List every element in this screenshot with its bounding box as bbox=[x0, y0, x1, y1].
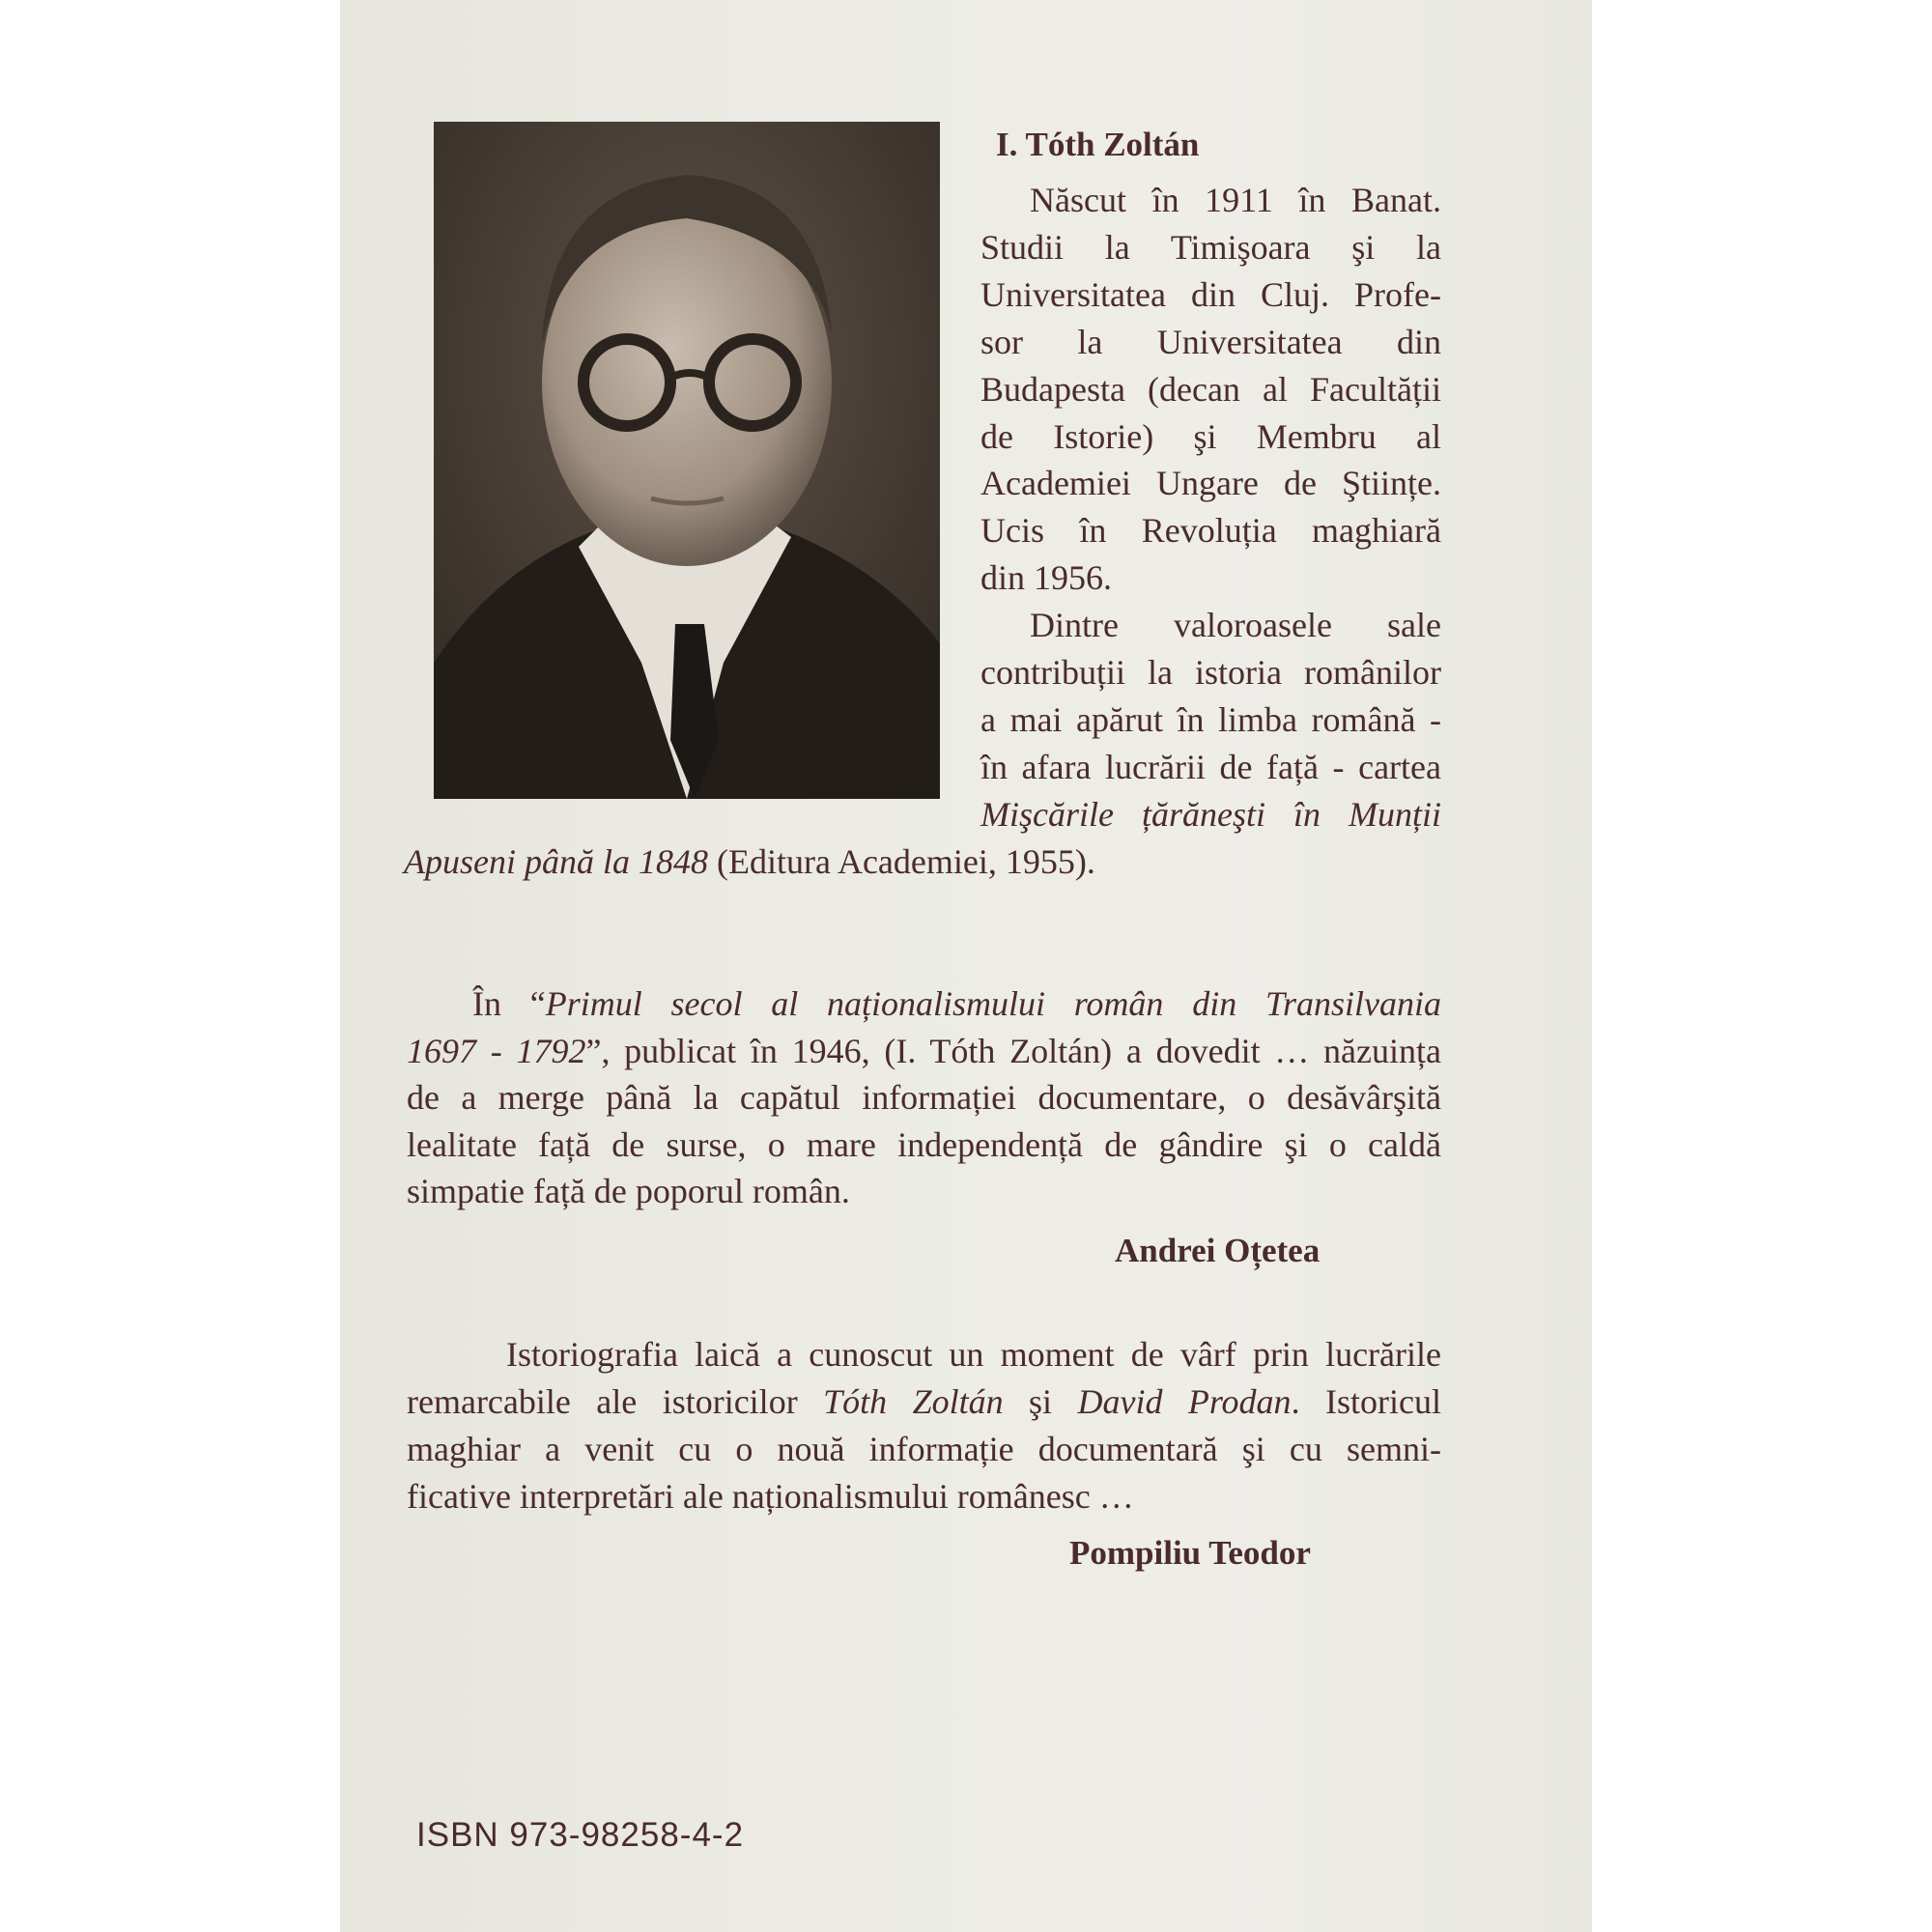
text: sor la Universitatea din bbox=[980, 322, 1441, 361]
bio-line bbox=[980, 224, 1441, 271]
text: remarcabile ale istoricilor bbox=[407, 1382, 824, 1421]
italic-text: Tóth Zoltán bbox=[823, 1382, 1004, 1421]
text: simpatie față de poporul român. bbox=[407, 1172, 850, 1210]
quote-line bbox=[407, 1473, 1441, 1520]
quote-line bbox=[407, 1028, 1441, 1075]
text: şi bbox=[1003, 1382, 1078, 1421]
text: (Editura Academiei, 1955). bbox=[707, 841, 1095, 881]
text: Ucis în Revoluția maghiară bbox=[980, 511, 1441, 551]
text: Studii la Timişoara şi la bbox=[980, 227, 1441, 267]
italic-text: David Prodan bbox=[1077, 1382, 1292, 1421]
text: de Istorie) şi Membru al bbox=[980, 416, 1441, 456]
bio-line bbox=[980, 413, 1441, 461]
text: ficative interpretări ale naționalismului românesc … bbox=[407, 1477, 1134, 1516]
text: din 1956. bbox=[980, 558, 1113, 598]
bio-line bbox=[1030, 602, 1441, 649]
bio-line bbox=[980, 744, 1441, 791]
quote-line bbox=[506, 1331, 1441, 1378]
text: a mai apărut în limba română - bbox=[980, 699, 1441, 739]
quote-line bbox=[407, 1378, 1441, 1426]
italic-text: 1697 - 1792 bbox=[407, 1031, 586, 1070]
bio-line bbox=[980, 696, 1441, 744]
bio-line bbox=[980, 366, 1441, 413]
isbn: ISBN 973-98258-4-2 bbox=[416, 1816, 745, 1854]
text: Istoriografia laică a cunoscut un moment de vârf prin lucrările bbox=[506, 1335, 1441, 1374]
author-name: I. Tóth Zoltán bbox=[996, 126, 1200, 163]
text: Născut în 1911 în Banat. bbox=[1030, 181, 1441, 219]
quote-line bbox=[407, 1426, 1441, 1473]
bio-line bbox=[980, 554, 1441, 602]
italic-text: Apuseni până la 1848 bbox=[404, 841, 708, 881]
quote-author: Pompiliu Teodor bbox=[1069, 1534, 1311, 1572]
quote-line bbox=[407, 1122, 1441, 1169]
text: contribuții la istoria românilor bbox=[980, 653, 1441, 692]
bio-line bbox=[404, 838, 1095, 886]
text: în afara lucrării de față - cartea bbox=[980, 747, 1441, 786]
author-portrait-photo bbox=[434, 122, 940, 799]
bio-line bbox=[980, 460, 1441, 507]
text: Budapesta (decan al Facultății bbox=[980, 369, 1441, 409]
italic-text: Primul secol al naționalismului român din Transilvania bbox=[545, 984, 1441, 1023]
bio-line bbox=[980, 507, 1441, 554]
text: Academiei Ungare de Ştiințe. bbox=[980, 464, 1441, 503]
quote-line bbox=[407, 1168, 1441, 1215]
text: . Istoricul bbox=[1291, 1382, 1441, 1421]
italic-text: Mişcările țărăneşti în Munții bbox=[980, 794, 1441, 834]
text: lealitate față de surse, o mare independență de gândire şi o caldă bbox=[407, 1124, 1441, 1164]
bio-line bbox=[980, 271, 1441, 319]
text: Dintre valoroasele sale bbox=[1030, 606, 1441, 645]
text: În “ bbox=[472, 984, 546, 1023]
text: de a merge până la capătul informației documentare, o desăvârşită bbox=[407, 1078, 1441, 1117]
text: maghiar a venit cu o nouă informație documentară şi cu semni- bbox=[407, 1430, 1441, 1468]
quote-author: Andrei Oțetea bbox=[1115, 1232, 1321, 1269]
text: Universitatea din Cluj. Profe- bbox=[980, 274, 1441, 314]
quote-line bbox=[407, 1074, 1441, 1122]
quote-line bbox=[472, 980, 1441, 1028]
bio-line bbox=[1030, 177, 1441, 224]
bio-line bbox=[980, 319, 1441, 366]
text: ”, publicat în 1946, (I. Tóth Zoltán) a dovedit … năzuința bbox=[585, 1031, 1441, 1070]
bio-line bbox=[980, 791, 1441, 838]
bio-line bbox=[980, 649, 1441, 696]
